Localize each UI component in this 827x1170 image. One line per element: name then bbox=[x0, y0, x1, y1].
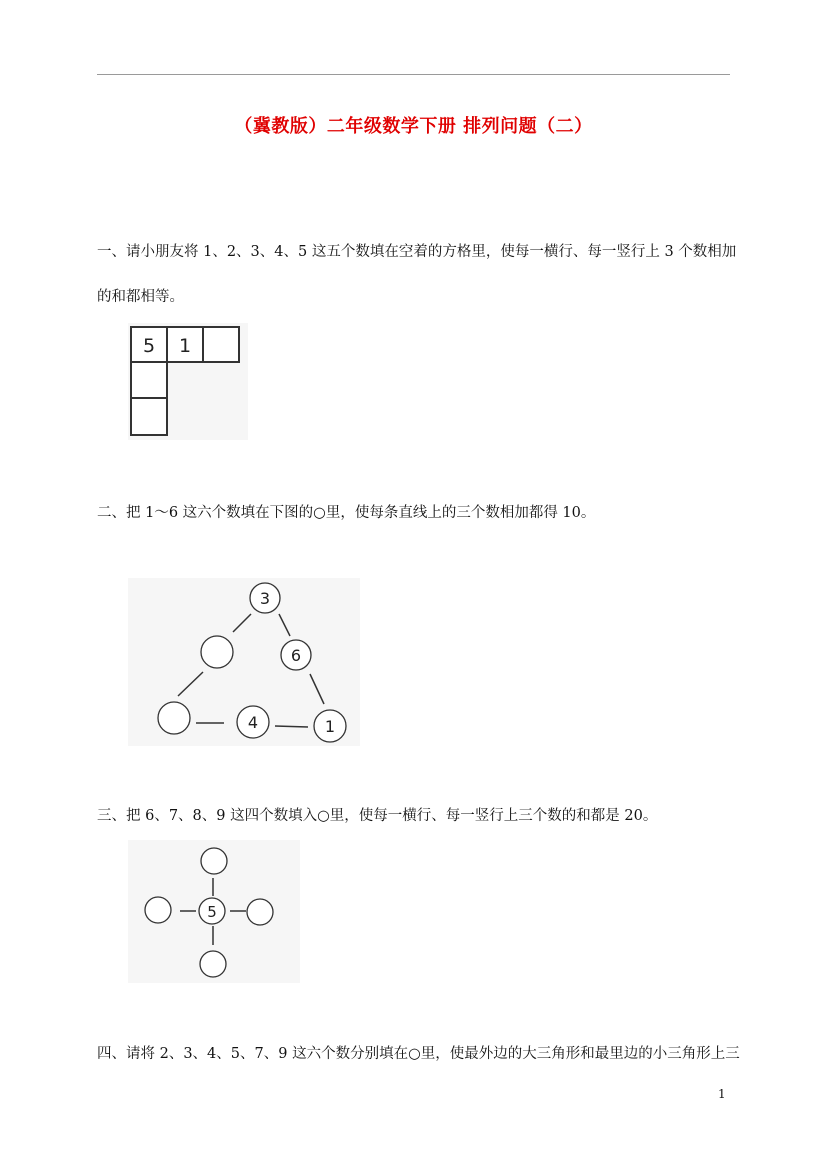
circle-value: 1 bbox=[324, 717, 336, 736]
question-1-line-2: 的和都相等。 bbox=[97, 289, 184, 305]
circle-value: 5 bbox=[207, 903, 217, 921]
grid-figure bbox=[128, 323, 248, 440]
circle-bottom-left[interactable] bbox=[158, 702, 190, 734]
question-1-line-1: 一、请小朋友将 1、2、3、4、5 这五个数填在空着的方格里，使每一横行、每一竖行上 3 个数相加 bbox=[97, 244, 737, 260]
circle-upper-left[interactable] bbox=[201, 636, 233, 668]
page-title: （冀教版）二年级数学下册 排列问题（二） bbox=[234, 116, 593, 137]
cross-figure bbox=[128, 840, 300, 983]
triangle-edge bbox=[275, 726, 308, 727]
header-rule bbox=[97, 74, 730, 75]
circle-value: 6 bbox=[290, 646, 302, 665]
circle-value: 4 bbox=[247, 713, 259, 732]
circle-left[interactable] bbox=[145, 897, 171, 923]
circle-value: 3 bbox=[259, 589, 271, 608]
circle-right[interactable] bbox=[247, 899, 273, 925]
grid-cell-4[interactable] bbox=[131, 362, 167, 398]
question-3-text: 三、把 6、7、8、9 这四个数填入○里，使每一横行、每一竖行上三个数的和都是 20。 bbox=[97, 808, 658, 824]
grid-cell-value: 1 bbox=[178, 335, 192, 357]
question-2-text: 二、把 1～6 这六个数填在下图的○里，使每条直线上的三个数相加都得 10。 bbox=[97, 505, 596, 521]
grid-cell-5[interactable] bbox=[131, 398, 167, 435]
triangle-figure bbox=[128, 578, 360, 746]
question-4-text: 四、请将 2、3、4、5、7、9 这六个数分别填在○里，使最外边的大三角形和最里边的小三角形上三 bbox=[97, 1046, 740, 1062]
grid-cell-value: 5 bbox=[142, 335, 156, 357]
page-number: 1 bbox=[718, 1087, 726, 1101]
circle-top[interactable] bbox=[201, 848, 227, 874]
circle-bottom[interactable] bbox=[200, 951, 226, 977]
grid-cell-3[interactable] bbox=[203, 327, 239, 362]
